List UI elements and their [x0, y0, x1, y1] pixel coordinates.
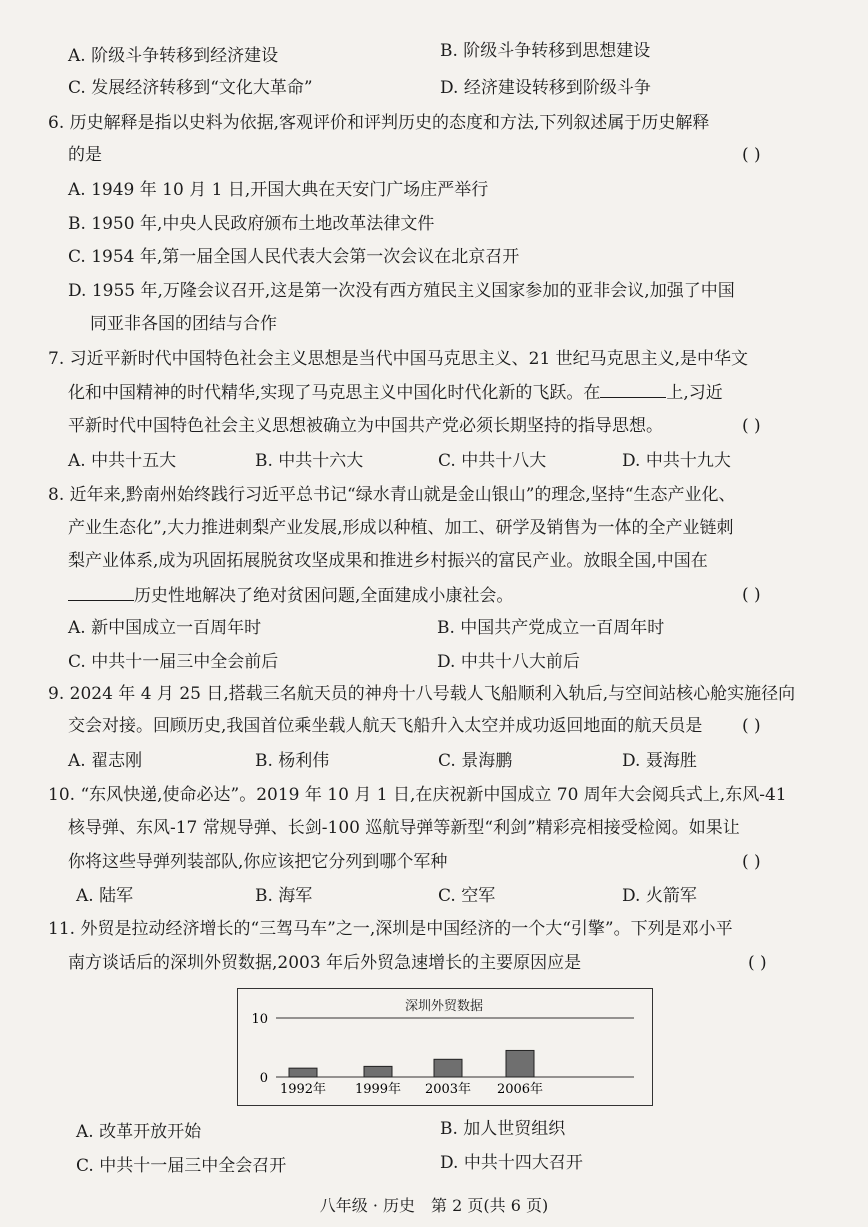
- q7-answer-paren: ( ): [742, 416, 761, 436]
- chart-bars: [280, 1050, 543, 1097]
- q6-option-a: A. 1949 年 10 月 1 日,开国大典在天安门广场庄严举行: [68, 180, 489, 200]
- shenzhen-trade-chart-frame: [237, 988, 653, 1106]
- q7-option-d: D. 中共十九大: [622, 451, 731, 471]
- q11-answer-paren: ( ): [748, 953, 767, 973]
- q10-option-b: B. 海军: [255, 886, 313, 906]
- q11-option-c: C. 中共十一届三中全会召开: [76, 1156, 287, 1176]
- chart-bar-1: [364, 1066, 392, 1077]
- q10-answer-paren: ( ): [742, 852, 761, 872]
- q6-option-d-line1: D. 1955 年,万隆会议召开,这是第一次没有西方殖民主义国家参加的亚非会议,加强了中国: [68, 281, 735, 301]
- q9-stem-line2: 交会对接。回顾历史,我国首位乘坐载人航天飞船升入太空并成功返回地面的航天员是: [68, 716, 703, 736]
- x-tick-label-0: 1992年: [279, 1082, 327, 1097]
- q5-option-a: A. 阶级斗争转移到经济建设: [68, 46, 279, 66]
- q5-option-b: B. 阶级斗争转移到思想建设: [440, 41, 651, 61]
- shenzhen-trade-chart: [238, 989, 651, 1104]
- q6-stem-line1: 6. 历史解释是指以史料为依据,客观评价和评判历史的态度和方法,下列叙述属于历史解释: [48, 113, 710, 133]
- q8-option-a: A. 新中国成立一百周年时: [68, 618, 262, 638]
- q6-option-d-line2: 同亚非各国的团结与合作: [90, 314, 277, 334]
- q10-option-a: A. 陆军: [76, 886, 134, 906]
- q5-option-c: C. 发展经济转移到“文化大革命”: [68, 78, 313, 98]
- q10-option-c: C. 空军: [438, 886, 496, 906]
- q11-option-a: A. 改革开放开始: [76, 1122, 202, 1142]
- q8-option-c: C. 中共十一届三中全会前后: [68, 652, 279, 672]
- q6-option-c: C. 1954 年,第一届全国人民代表大会第一次会议在北京召开: [68, 247, 520, 267]
- q8-answer-paren: ( ): [742, 585, 761, 605]
- chart-bar-2: [434, 1059, 462, 1077]
- q8-stem-line1: 8. 近年来,黔南州始终践行习近平总书记“绿水青山就是金山银山”的理念,坚持“生态产业化、: [48, 485, 736, 505]
- q8-fill-blank: [68, 584, 134, 601]
- q7-fill-blank: [600, 381, 666, 398]
- q7-stem-line2-text-a: 化和中国精神的时代精华,实现了马克思主义中国化时代化新的飞跃。在: [68, 383, 601, 403]
- q10-stem-line2: 核导弹、东风-17 常规导弹、长剑-100 巡航导弹等新型“利剑”精彩亮相接受检阅。如果让: [68, 818, 740, 838]
- q6-option-b: B. 1950 年,中央人民政府颁布土地改革法律文件: [68, 214, 435, 234]
- x-tick-label-1: 1999年: [354, 1082, 402, 1097]
- q8-stem-line4: [68, 584, 513, 607]
- q10-stem-line3: 你将这些导弹列装部队,你应该把它分列到哪个军种: [68, 852, 448, 872]
- x-tick-label-2: 2003年: [424, 1082, 472, 1097]
- q9-answer-paren: ( ): [742, 716, 761, 736]
- q7-stem-line2-text-b: 上,习近: [666, 383, 723, 403]
- q11-stem-line1: 11. 外贸是拉动经济增长的“三驾马车”之一,深圳是中国经济的一个大“引擎”。下列是邓小平: [48, 919, 733, 939]
- y-tick-label-bottom: 0: [259, 1071, 268, 1086]
- q7-stem-line3: 平新时代中国特色社会主义思想被确立为中国共产党必须长期坚持的指导思想。: [68, 416, 663, 436]
- q11-option-b: B. 加人世贸组织: [440, 1119, 566, 1139]
- q10-option-d: D. 火箭军: [622, 886, 697, 906]
- q9-option-d: D. 聂海胜: [622, 751, 697, 771]
- q6-stem-line2: 的是: [68, 145, 102, 165]
- q8-option-b: B. 中国共产党成立一百周年时: [437, 618, 665, 638]
- q9-stem-line1: 9. 2024 年 4 月 25 日,搭载三名航天员的神舟十八号载人飞船顺利入轨后,与空间站核心舱实施径向: [48, 684, 796, 704]
- page-footer: 八年级 · 历史 第 2 页(共 6 页): [319, 1196, 549, 1215]
- q10-stem-line1: 10. “东风快递,使命必达”。2019 年 10 月 1 日,在庆祝新中国成立 70 周年大会阅兵式上,东风-41: [48, 785, 787, 805]
- q6-answer-paren: ( ): [742, 145, 761, 165]
- q9-option-a: A. 翟志刚: [68, 751, 143, 771]
- q7-option-b: B. 中共十六大: [255, 451, 364, 471]
- q7-stem-line1: 7. 习近平新时代中国特色社会主义思想是当代中国马克思主义、21 世纪马克思主义,是中华文: [48, 349, 749, 369]
- x-tick-label-3: 2006年: [496, 1082, 544, 1097]
- q9-option-c: C. 景海鹏: [438, 751, 513, 771]
- chart-title: 深圳外贸数据: [404, 999, 484, 1014]
- chart-bar-0: [289, 1068, 317, 1077]
- q11-option-d: D. 中共十四大召开: [440, 1153, 583, 1173]
- q8-stem-line2: 产业生态化”,大力推进刺梨产业发展,形成以种植、加工、研学及销售为一体的全产业链刺: [68, 518, 734, 538]
- q8-stem-line3: 梨产业体系,成为巩固拓展脱贫攻坚成果和推进乡村振兴的富民产业。放眼全国,中国在: [68, 551, 708, 571]
- y-tick-label-top: 10: [251, 1012, 268, 1027]
- chart-bar-3: [506, 1050, 534, 1077]
- q7-option-a: A. 中共十五大: [68, 451, 177, 471]
- q7-stem-line2: [68, 381, 723, 404]
- q8-option-d: D. 中共十八大前后: [437, 652, 580, 672]
- q5-option-d: D. 经济建设转移到阶级斗争: [440, 78, 651, 98]
- q8-stem-line4-text: 历史性地解决了绝对贫困问题,全面建成小康社会。: [134, 586, 514, 606]
- q7-option-c: C. 中共十八大: [438, 451, 547, 471]
- q11-stem-line2: 南方谈话后的深圳外贸数据,2003 年后外贸急速增长的主要原因应是: [68, 953, 582, 973]
- q9-option-b: B. 杨利伟: [255, 751, 330, 771]
